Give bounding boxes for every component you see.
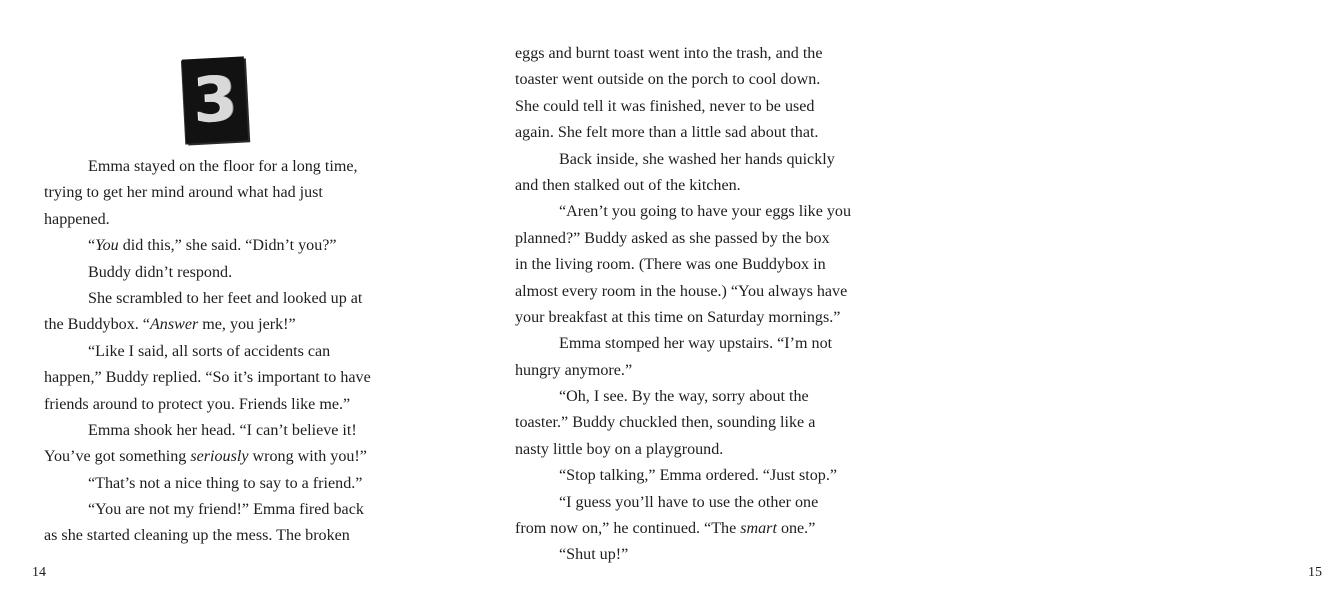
- text-segment: “You are not my friend!” Emma fired back: [88, 501, 364, 519]
- text-line: [44, 418, 371, 444]
- text-line: [44, 233, 371, 259]
- left-page: [0, 0, 450, 611]
- text-line: [44, 523, 371, 549]
- text-line: [515, 41, 851, 67]
- text-line: [44, 471, 371, 497]
- text-segment: Back inside, she washed her hands quickly: [559, 150, 835, 168]
- text-line: [515, 173, 851, 199]
- chapter-number: 3: [192, 61, 238, 138]
- text-segment: wrong with you!”: [248, 448, 367, 466]
- text-line: [515, 94, 851, 120]
- page-number-left: 14: [32, 565, 46, 580]
- text-line: [515, 542, 851, 568]
- text-line: [515, 437, 851, 463]
- text-segment: trying to get her mind around what had just: [44, 184, 323, 202]
- italic-text: smart: [740, 520, 777, 538]
- text-line: [44, 312, 371, 338]
- text-segment: She scrambled to her feet and looked up at: [88, 289, 363, 307]
- text-line: [515, 410, 851, 436]
- text-line: [515, 384, 851, 410]
- text-line: [44, 154, 371, 180]
- text-segment: Emma stomped her way upstairs. “I’m not: [559, 335, 833, 353]
- text-line: [44, 180, 371, 206]
- text-line: [515, 199, 851, 225]
- text-segment: planned?” Buddy asked as she passed by the box: [515, 229, 830, 247]
- text-segment: nasty little boy on a playground.: [515, 440, 724, 458]
- page-number-right: 15: [1308, 565, 1322, 580]
- text-segment: Buddy didn’t respond.: [88, 263, 233, 281]
- text-line: [515, 252, 851, 278]
- text-segment: She could tell it was finished, never to be used: [515, 97, 815, 115]
- text-line: [44, 286, 371, 312]
- text-segment: “Aren’t you going to have your eggs like you: [559, 203, 852, 221]
- text-line: [44, 392, 371, 418]
- text-segment: from now on,” he continued. “The: [515, 520, 741, 538]
- text-segment: “: [88, 237, 96, 255]
- text-segment: Emma shook her head. “I can’t believe it!: [88, 421, 357, 439]
- text-line: [515, 120, 851, 146]
- text-segment: toaster went outside on the porch to cool down.: [515, 71, 821, 89]
- text-line: [515, 516, 851, 542]
- text-segment: “Stop talking,” Emma ordered. “Just stop.”: [559, 467, 838, 485]
- text-line: [44, 497, 371, 523]
- text-segment: your breakfast at this time on Saturday mornings.”: [515, 308, 841, 326]
- text-segment: one.”: [776, 520, 816, 538]
- text-segment: “I guess you’ll have to use the other one: [559, 493, 819, 511]
- text-line: [515, 331, 851, 357]
- text-segment: almost every room in the house.) “You always have: [515, 282, 848, 300]
- text-line: [515, 147, 851, 173]
- italic-text: You: [95, 237, 119, 255]
- chapter-number-badge: [182, 56, 248, 143]
- text-segment: “Oh, I see. By the way, sorry about the: [559, 388, 809, 406]
- text-line: [44, 260, 371, 286]
- left-page-text: [44, 154, 371, 550]
- right-page-text: [515, 41, 851, 569]
- text-segment: in the living room. (There was one Buddybox in: [515, 256, 826, 274]
- text-line: [515, 490, 851, 516]
- text-line: [44, 444, 371, 470]
- text-line: [515, 67, 851, 93]
- text-segment: as she started cleaning up the mess. The broken: [44, 527, 350, 545]
- text-segment: “That’s not a nice thing to say to a friend.”: [88, 474, 363, 492]
- text-segment: Emma stayed on the floor for a long time,: [88, 158, 358, 175]
- italic-text: seriously: [190, 448, 249, 466]
- text-line: [44, 365, 371, 391]
- italic-text: Answer: [149, 316, 199, 334]
- text-segment: happen,” Buddy replied. “So it’s important to have: [44, 369, 371, 387]
- text-line: [44, 339, 371, 365]
- text-line: [515, 226, 851, 252]
- text-segment: again. She felt more than a little sad about that.: [515, 124, 819, 142]
- text-segment: “Like I said, all sorts of accidents can: [88, 342, 331, 360]
- text-segment: eggs and burnt toast went into the trash, and the: [515, 45, 823, 62]
- text-segment: toaster.” Buddy chuckled then, sounding like a: [515, 414, 816, 432]
- text-segment: the Buddybox. “: [44, 316, 150, 334]
- text-line: [515, 358, 851, 384]
- text-line: [515, 305, 851, 331]
- text-segment: happened.: [44, 210, 110, 228]
- text-segment: “Shut up!”: [559, 546, 629, 564]
- text-line: [515, 463, 851, 489]
- text-segment: me, you jerk!”: [198, 316, 296, 334]
- text-segment: and then stalked out of the kitchen.: [515, 176, 741, 194]
- text-segment: hungry anymore.”: [515, 361, 633, 379]
- text-line: [515, 279, 851, 305]
- text-segment: You’ve got something: [44, 448, 191, 466]
- text-segment: friends around to protect you. Friends like me.”: [44, 395, 351, 413]
- text-segment: did this,” she said. “Didn’t you?”: [118, 237, 337, 255]
- text-line: [44, 207, 371, 233]
